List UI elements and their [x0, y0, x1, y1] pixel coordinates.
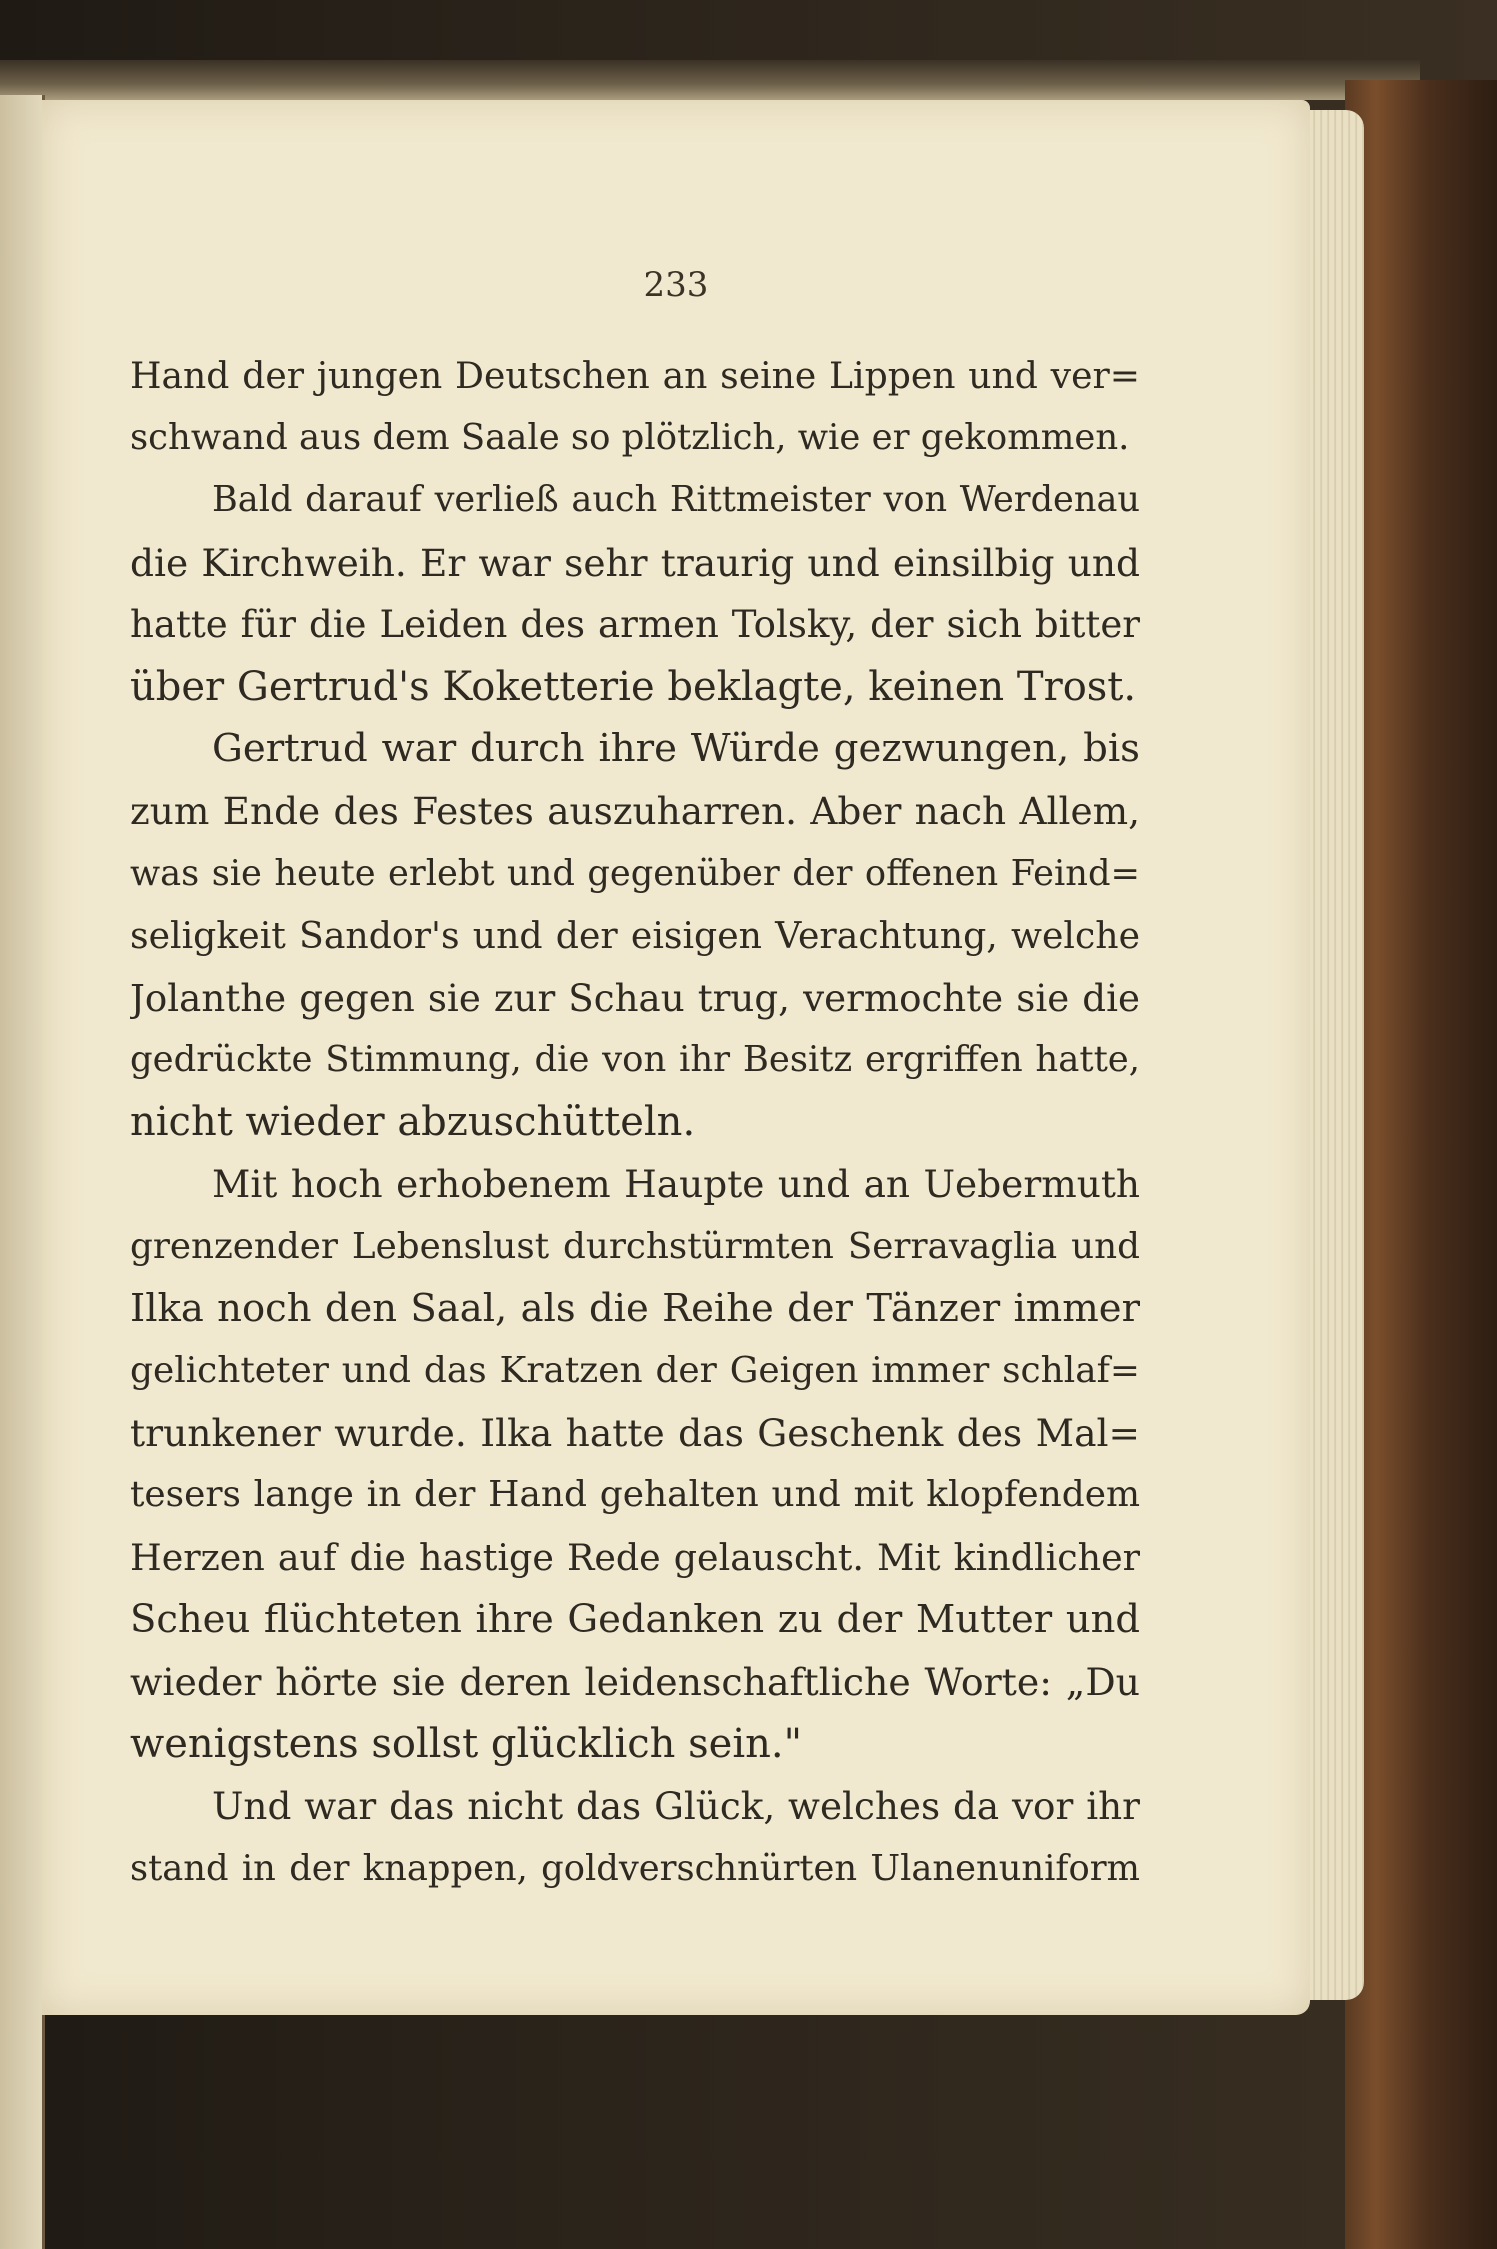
text-line: gedrückte Stimmung, die von ihr Besitz ergriffen hatte, — [130, 1039, 1140, 1081]
text-line: Scheu flüchteten ihre Gedanken zu der Mutter und — [130, 1596, 1140, 1642]
text-line: seligkeit Sandor's und der eisigen Verachtung, welche — [130, 913, 1140, 957]
text-line: trunkener wurde. Ilka hatte das Geschenk des Mal= — [130, 1411, 1140, 1456]
text-line: zum Ende des Festes auszuharren. Aber nach Allem, — [130, 789, 1140, 834]
text-line: hatte für die Leiden des armen Tolsky, der sich bitter — [130, 602, 1140, 646]
text-line: wenigstens sollst glücklich sein." — [130, 1721, 802, 1768]
left-page-edge — [0, 95, 45, 2249]
text-line: Ilka noch den Saal, als die Reihe der Tänzer immer — [130, 1285, 1140, 1331]
page-stack-edge — [1302, 110, 1364, 2000]
text-line: Hand der jungen Deutschen an seine Lippen und ver= — [130, 354, 1140, 397]
text-line: stand in der knappen, goldverschnürten Ulanenuniform — [130, 1847, 1140, 1889]
text-line: schwand aus dem Saale so plötzlich, wie er gekommen. — [130, 417, 1130, 459]
text-line: tesers lange in der Hand gehalten und mit klopfendem — [130, 1474, 1140, 1516]
text-line: grenzender Lebenslust durchstürmten Serravaglia und — [130, 1225, 1140, 1267]
book-top-edge — [0, 60, 1420, 100]
text-line: über Gertrud's Koketterie beklagte, keinen Trost. — [130, 663, 1137, 710]
text-line: die Kirchweih. Er war sehr traurig und einsilbig und — [130, 540, 1140, 585]
page-number: 233 — [643, 265, 709, 305]
page-text — [130, 345, 1140, 1900]
text-line: Jolanthe gegen sie zur Schau trug, vermochte sie die — [130, 975, 1140, 1020]
text-line: wieder hörte sie deren leidenschaftliche Worte: „Du — [130, 1659, 1140, 1704]
text-line: nicht wieder abzuschütteln. — [130, 1099, 696, 1146]
text-line: Mit hoch erhobenem Haupte und an Uebermuth — [212, 1162, 1140, 1207]
text-line: Gertrud war durch ihre Würde gezwungen, bis — [212, 726, 1140, 772]
text-line: Herzen auf die hastige Rede gelauscht. Mit kindlicher — [130, 1535, 1140, 1579]
book-page — [42, 100, 1310, 2015]
book-cover-edge — [1345, 80, 1497, 2249]
text-line: Bald darauf verließ auch Rittmeister von Werdenau — [212, 479, 1140, 521]
text-line: Und war das nicht das Glück, welches da vor ihr — [212, 1784, 1140, 1829]
text-line: was sie heute erlebt und gegenüber der offenen Feind= — [130, 852, 1140, 894]
text-line: gelichteter und das Kratzen der Geigen immer schlaf= — [130, 1350, 1140, 1391]
